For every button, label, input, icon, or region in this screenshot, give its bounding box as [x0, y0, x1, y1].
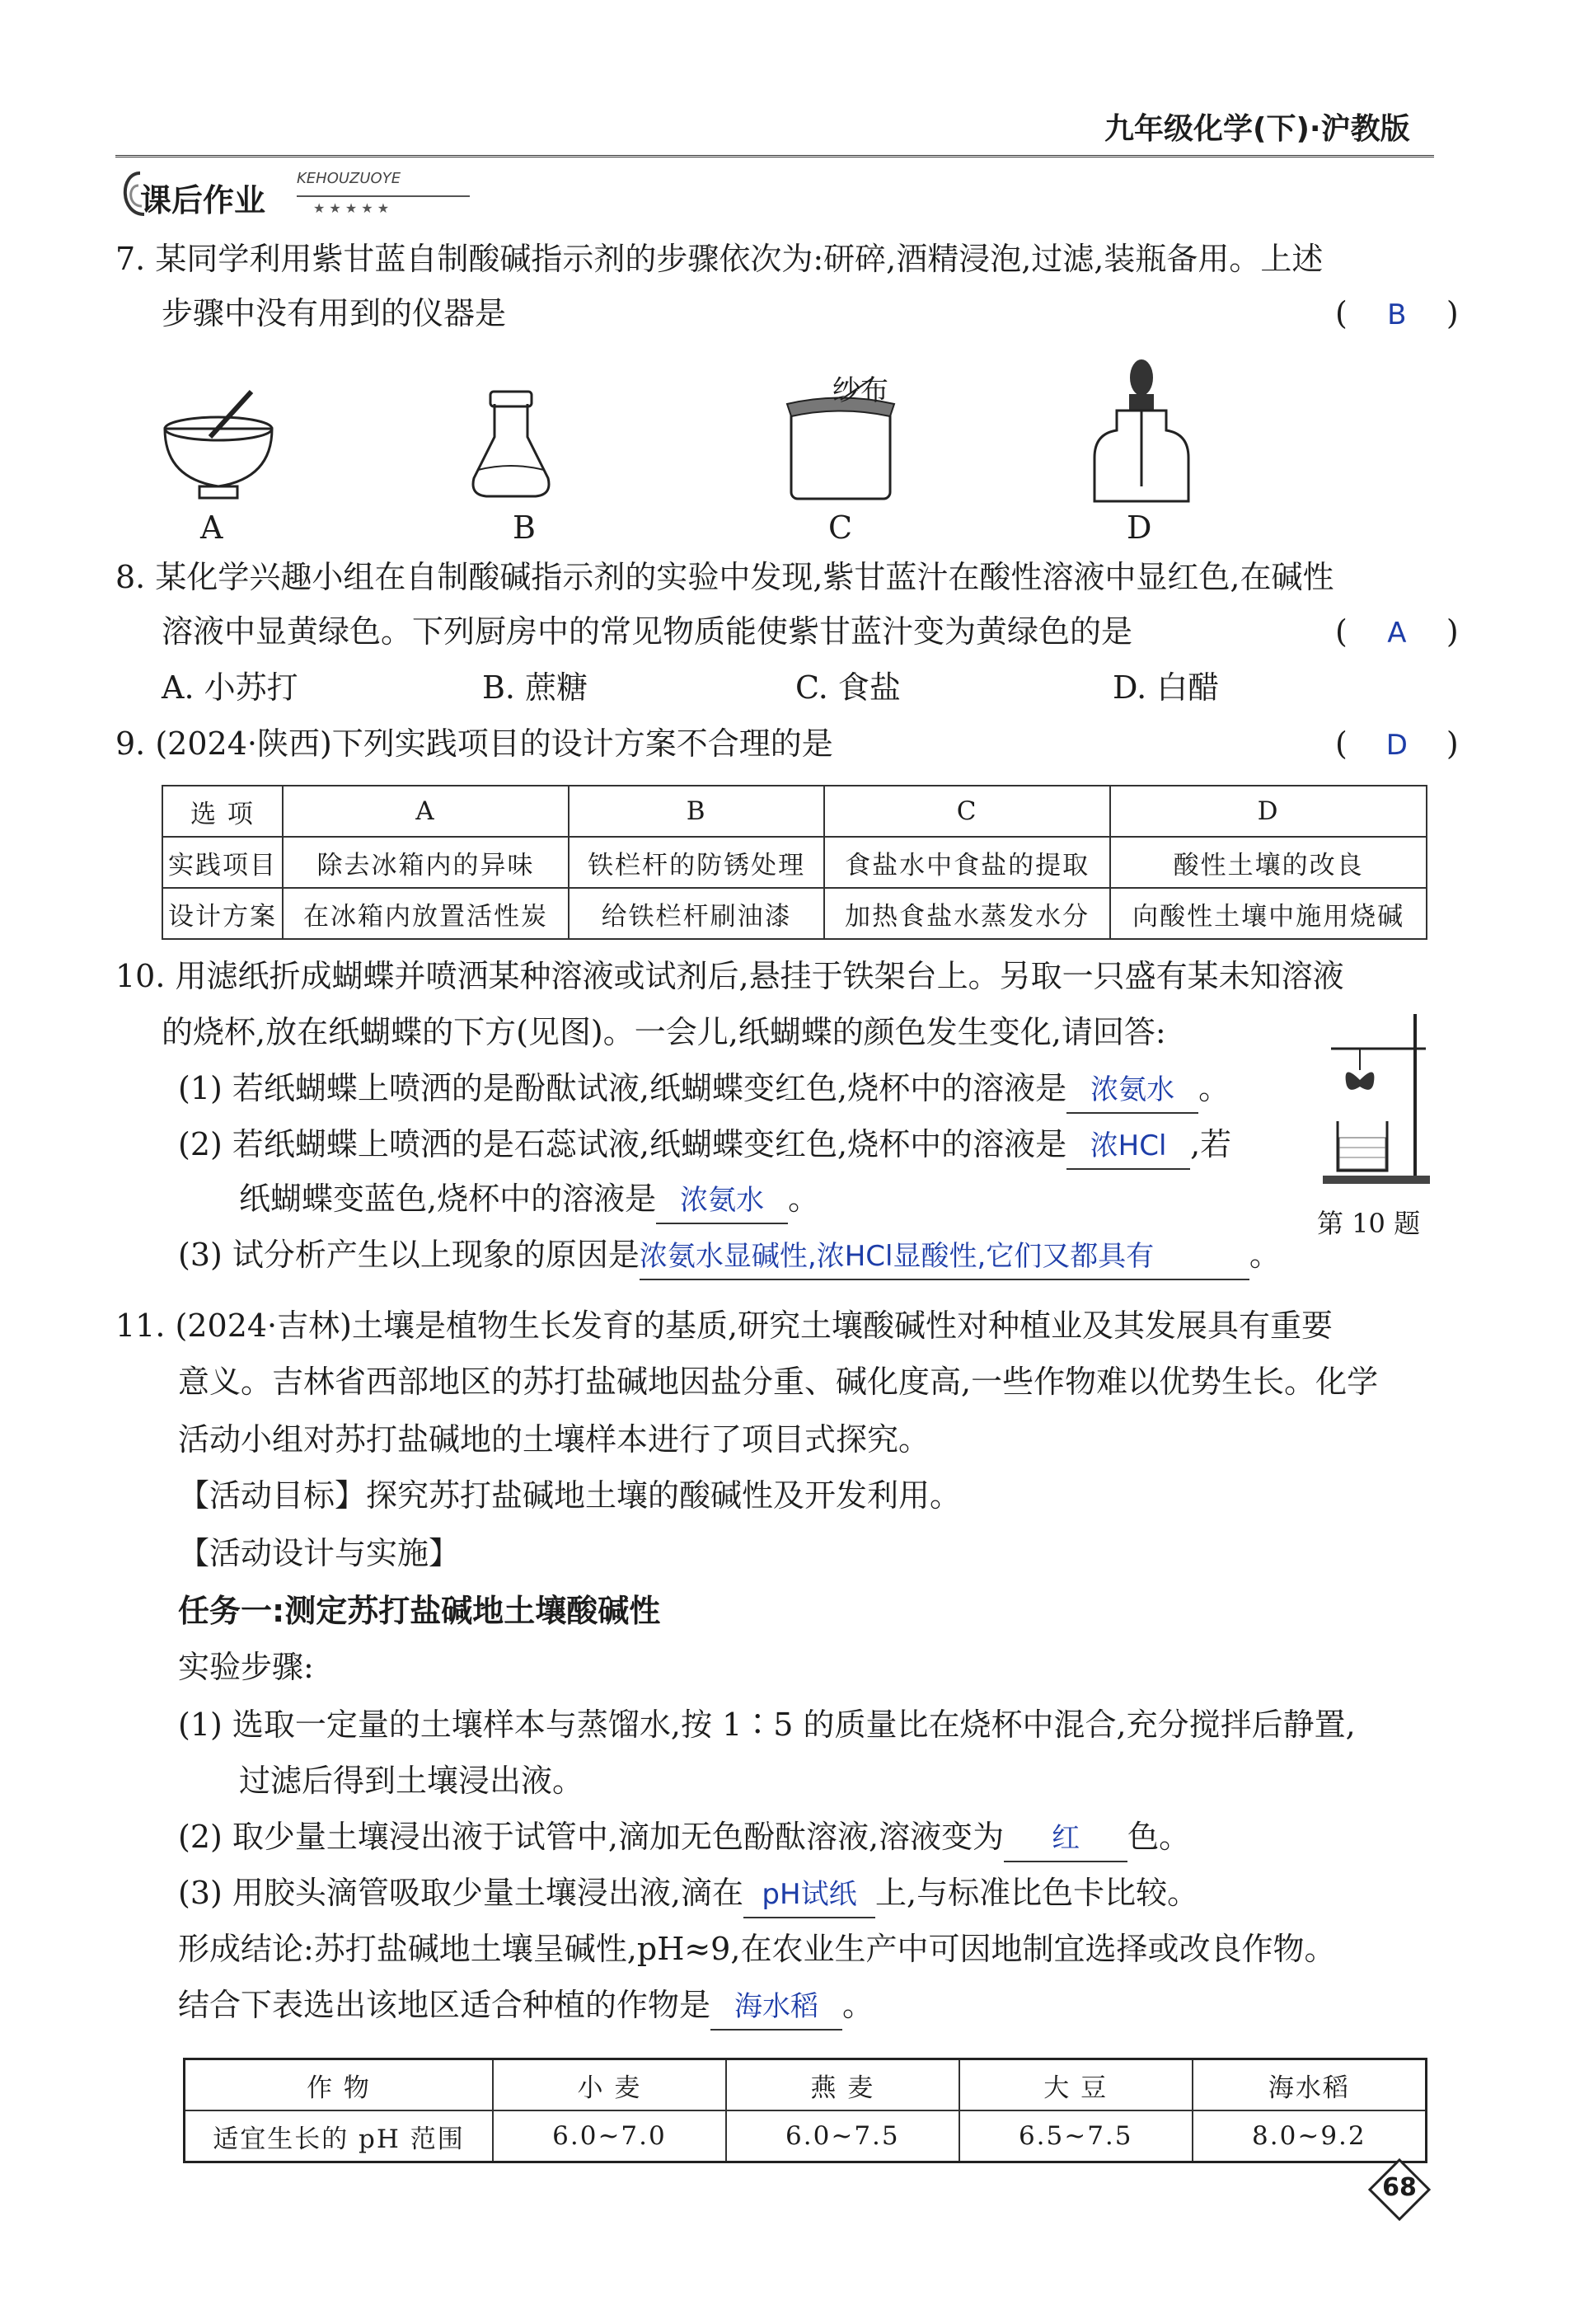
q10-answer-2b: 浓氨水: [656, 1180, 788, 1224]
header-rule: [115, 155, 1434, 157]
q11-table: [183, 2058, 1427, 2163]
q11-answer-step2: 红: [1004, 1818, 1127, 1862]
q11-th-oats: 燕 麦: [726, 2059, 959, 2111]
dropper-bottle-icon: [1094, 359, 1188, 501]
q10-answer-1: 浓氨水: [1066, 1069, 1198, 1114]
q7-label-c: C: [828, 509, 853, 546]
flask-icon: [473, 392, 549, 496]
q9-cell: 酸性土壤的改良: [1110, 837, 1427, 888]
q8-option-a: A. 小苏打: [162, 669, 298, 706]
book-title: 九年级化学(下)·沪教版: [1104, 112, 1410, 146]
q8-option-c: C. 食盐: [795, 669, 901, 706]
q11-step3: [178, 1865, 1198, 1921]
q11-steps: 实验步骤:: [178, 1649, 314, 1685]
q9-cell: 食盐水中食盐的提取: [824, 837, 1110, 888]
q10-stand-figure: [1315, 1006, 1438, 1187]
q11-step2-tail: 色。: [1127, 1819, 1191, 1855]
q11-line2: 意义。吉林省西部地区的苏打盐碱地因盐分重、碱化度高,一些作物难以优势生长。化学: [178, 1364, 1379, 1400]
table-row: [162, 786, 1427, 837]
q11-answer-step3: pH试纸: [743, 1874, 875, 1918]
q7-answer-paren: ( B ): [1335, 285, 1459, 343]
q11-th-soybean: 大 豆: [959, 2059, 1193, 2111]
section-title: 课后作业: [140, 182, 266, 218]
q9-th-d: D: [1110, 786, 1427, 837]
q8-answer: A: [1387, 617, 1407, 650]
q10-part3: (3) 试分析产生以上现象的原因是浓氨水显碱性,浓HCl显酸性,它们又都具有 。: [178, 1227, 1281, 1283]
q9-table: [162, 785, 1427, 940]
q9-cell: 在冰箱内放置活性炭: [283, 888, 569, 939]
q7-gauze-label: 纱布: [832, 374, 888, 407]
q9-cell: 给铁栏杆刷油漆: [569, 888, 824, 939]
q11-conclusion2-tail: 。: [842, 1987, 874, 2023]
q9-cell: 设计方案: [162, 888, 283, 939]
q10-part1-text: (1) 若纸蝴蝶上喷洒的是酚酞试液,纸蝴蝶变红色,烧杯中的溶液是: [178, 1070, 1067, 1106]
q7-label-d: D: [1127, 509, 1152, 546]
svg-text:★ ★ ★ ★ ★: ★ ★ ★ ★ ★: [313, 200, 390, 216]
q11-cell: 适宜生长的 pH 范围: [185, 2110, 494, 2162]
beaker-icon: [1338, 1121, 1387, 1171]
q11-th-sea-rice: 海水稻: [1193, 2059, 1427, 2111]
q9-cell: 向酸性土壤中施用烧碱: [1110, 888, 1427, 939]
section-title-en: KEHOUZUOYE: [297, 170, 401, 187]
mortar-pestle-icon: [165, 392, 272, 498]
q10-part2-tail: ,若: [1190, 1126, 1232, 1162]
q11-step1a: (1) 选取一定量的土壤样本与蒸馏水,按 1∶5 的质量比在烧杯中混合,充分搅拌后静置,: [178, 1707, 1356, 1743]
q11-step2: [178, 1809, 1190, 1865]
page-number: 68: [1382, 2173, 1417, 2202]
q11-cell: 6.0~7.0: [493, 2110, 726, 2162]
q10-part2-text: (2) 若纸蝴蝶上喷洒的是石蕊试液,纸蝴蝶变红色,烧杯中的溶液是: [178, 1126, 1067, 1162]
q9-th-b: B: [569, 786, 824, 837]
q8-line2: 溶液中显黄绿色。下列厨房中的常见物质能使紫甘蓝汁变为黄绿色的是: [162, 613, 1133, 650]
q10-answer-2a: 浓HCl: [1066, 1125, 1190, 1170]
q7-label-a: A: [200, 509, 223, 546]
q10-part3-text: (3) 试分析产生以上现象的原因是: [178, 1237, 640, 1273]
q10-answer-3: 浓氨水显碱性,浓HCl显酸性,它们又都具有: [640, 1236, 1249, 1280]
q11-line1: 11. (2024·吉林)土壤是植物生长发育的基质,研究土壤酸碱性对种植业及其发展具有重要: [115, 1308, 1334, 1344]
q11-cell: 6.5~7.5: [959, 2110, 1193, 2162]
q9-th-option: 选 项: [162, 786, 283, 837]
butterfly-icon: [1346, 1072, 1375, 1089]
q9-th-a: A: [283, 786, 569, 837]
q8-line1: 8. 某化学兴趣小组在自制酸碱指示剂的实验中发现,紫甘蓝汁在酸性溶液中显红色,在碱性: [115, 559, 1334, 595]
q11-task1: 任务一:测定苏打盐碱地土壤酸碱性: [178, 1593, 661, 1629]
q10-part1: (1) 若纸蝴蝶上喷洒的是酚酞试液,纸蝴蝶变红色,烧杯中的溶液是 浓氨水 。: [178, 1060, 1230, 1116]
q9-answer: D: [1385, 729, 1408, 762]
q7-label-b: B: [513, 509, 536, 546]
q9-cell: 加热食盐水蒸发水分: [824, 888, 1110, 939]
q11-goal: 【活动目标】探究苏打盐碱地土壤的酸碱性及开发利用。: [178, 1477, 962, 1514]
q11-step3-tail: 上,与标准比色卡比较。: [875, 1875, 1199, 1911]
table-row: [185, 2059, 1427, 2111]
table-row: [162, 888, 1427, 939]
q7-answer: B: [1387, 298, 1407, 331]
page-number-badge: [1368, 2158, 1431, 2221]
q10-line2: 的烧杯,放在纸蝴蝶的下方(见图)。一会儿,纸蝴蝶的颜色发生变化,请回答:: [162, 1014, 1166, 1050]
q9-cell: 实践项目: [162, 837, 283, 888]
q11-conclusion2-text: 结合下表选出该地区适合种植的作物是: [178, 1987, 711, 2023]
q11-step2-text: (2) 取少量土壤浸出液于试管中,滴加无色酚酞溶液,溶液变为: [178, 1819, 1005, 1855]
q11-design: 【活动设计与实施】: [178, 1535, 461, 1571]
q10-figure-caption: 第 10 题: [1317, 1208, 1421, 1239]
q9-line1: 9. (2024·陕西)下列实践项目的设计方案不合理的是: [115, 725, 833, 762]
q8-option-b: B. 蔗糖: [482, 669, 588, 706]
q9-cell: 除去冰箱内的异味: [283, 837, 569, 888]
section-badge: [115, 165, 495, 223]
q8-answer-paren: ( A ): [1335, 603, 1459, 661]
q11-answer-crop: 海水稻: [710, 1986, 842, 2031]
q9-answer-paren: ( D ): [1335, 716, 1459, 773]
q11-th-crop: 作 物: [185, 2059, 494, 2111]
q11-conclusion2: [178, 1977, 874, 2033]
q8-option-d: D. 白醋: [1113, 669, 1220, 706]
q7-instruments-figure: [148, 354, 1385, 544]
q11-conclusion1: 形成结论:苏打盐碱地土壤呈碱性,pH≈9,在农业生产中可因地制宜选择或改良作物。: [178, 1931, 1336, 1967]
q11-cell: 8.0~9.2: [1193, 2110, 1427, 2162]
q11-step3-text: (3) 用胶头滴管吸取少量土壤浸出液,滴在: [178, 1875, 743, 1911]
table-row: [162, 837, 1427, 888]
q10-part2: [178, 1116, 1231, 1172]
table-row: [185, 2110, 1427, 2162]
q9-th-c: C: [824, 786, 1110, 837]
q11-step1b: 过滤后得到土壤浸出液。: [239, 1763, 584, 1799]
q7-line2: 步骤中没有用到的仪器是: [162, 295, 507, 331]
q11-cell: 6.0~7.5: [726, 2110, 959, 2162]
q11-th-wheat: 小 麦: [493, 2059, 726, 2111]
q7-line1: 7. 某同学利用紫甘蓝自制酸碱指示剂的步骤依次为:研碎,酒精浸泡,过滤,装瓶备用。上述: [115, 241, 1324, 277]
q10-part2b: 纸蝴蝶变蓝色,烧杯中的溶液是 浓氨水 。: [239, 1171, 819, 1227]
q10-part2b-text: 纸蝴蝶变蓝色,烧杯中的溶液是: [239, 1181, 657, 1217]
q9-cell: 铁栏杆的防锈处理: [569, 837, 824, 888]
q11-line3: 活动小组对苏打盐碱地的土壤样本进行了项目式探究。: [178, 1421, 930, 1458]
q10-line1: 10. 用滤纸折成蝴蝶并喷洒某种溶液或试剂后,悬挂于铁架台上。另取一只盛有某未知溶液: [115, 958, 1344, 994]
